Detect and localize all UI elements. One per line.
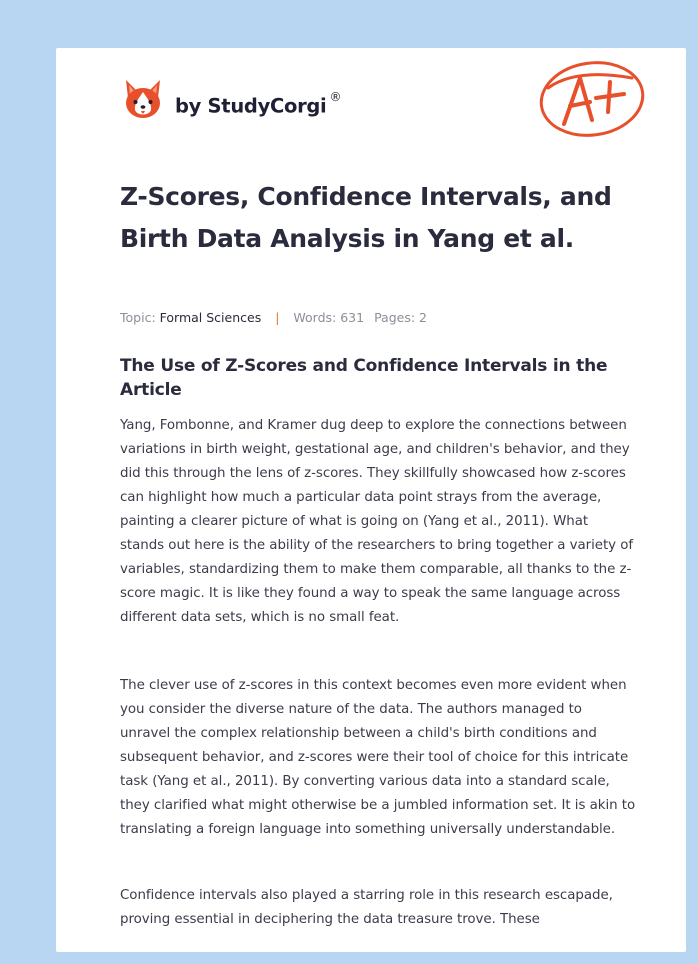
page-title: Z-Scores, Confidence Intervals, and Birth Data Analysis in Yang et al. <box>120 182 612 253</box>
corgi-logo-icon <box>122 76 164 122</box>
page-count: Pages: 2 <box>374 310 427 325</box>
paragraph-3: Confidence intervals also played a starring role in this research escapade, proving essential in deciphering the data treasure trove. These <box>120 888 613 927</box>
section-heading: The Use of Z-Scores and Confidence Intervals in the Article <box>120 356 608 400</box>
a-plus-grade-icon <box>536 58 648 140</box>
paragraph-1: Yang, Fombonne, and Kramer dug deep to explore the connections between variations in birth weight, gestational age, and children's behavior, and they did this through the lens of z-scores. They skillfully showcased how z-scores can highlight how much a particular data point strays from the average, painting a clearer picture of what is going on (Yang et al., 2011). What stands out here is the ability of the researchers to bring together a variety of variables, standardizing them to make them comparable, all thanks to the z-score magic. It is like they found a way to speak the same language across different data sets, which is no small feat. <box>120 418 634 625</box>
paragraph-2: The clever use of z-scores in this context becomes even more evident when you consider the diverse nature of the data. The authors managed to unravel the complex relationship between a child's birth conditions and subsequent behavior, and z-scores were their tool of choice for this intricate task (Yang et al., 2011). By converting various data into a standard scale, they clarified what might otherwise be a jumbled information set. It is akin to translating a foreign language into something universally understandable. <box>120 678 636 837</box>
grade-badge <box>536 58 648 140</box>
meta-separator: | <box>275 310 280 325</box>
registered-mark: ® <box>329 90 342 104</box>
word-count: Words: 631 <box>293 310 365 325</box>
brand-name: by StudyCorgi ® <box>175 90 342 118</box>
studycorgi-logo[interactable] <box>122 76 362 126</box>
article-meta <box>120 310 427 325</box>
topic-label: Topic: <box>120 310 156 325</box>
topic-link[interactable]: Formal Sciences <box>159 310 262 325</box>
document-page <box>56 48 686 952</box>
